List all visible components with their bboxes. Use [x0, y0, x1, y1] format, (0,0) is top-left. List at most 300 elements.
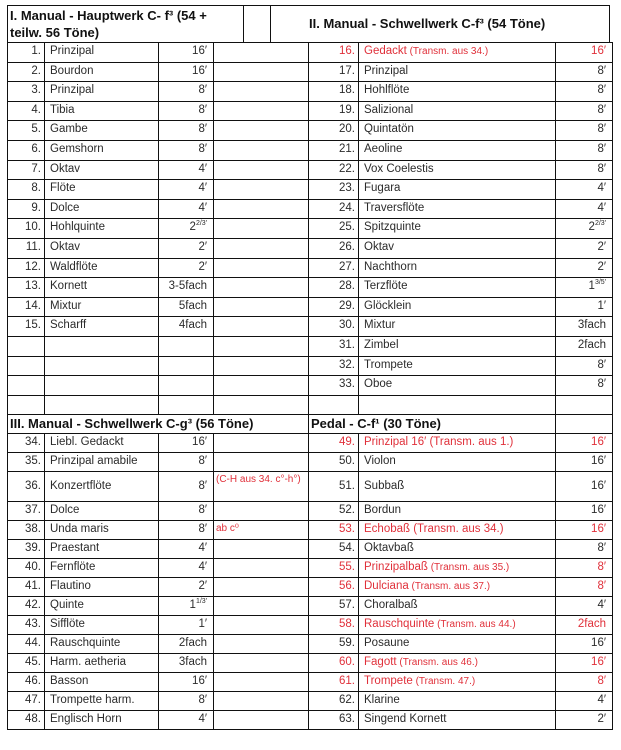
stop-remark: ab c⁰	[213, 520, 309, 540]
stop-pitch: 4′	[158, 539, 214, 559]
stop-pitch: 8′	[555, 62, 613, 82]
stop-number: 39.	[7, 539, 45, 559]
stop-remark	[213, 452, 309, 472]
empty-cell	[213, 81, 309, 102]
stop-pitch: 8′	[158, 101, 214, 121]
stop-number: 19.	[308, 101, 359, 121]
stop-name-text: Trompete	[364, 675, 413, 687]
stop-pitch: 2′	[555, 710, 613, 730]
pitch-whole: 2	[588, 221, 595, 233]
stop-remark	[213, 577, 309, 597]
empty-header-cell	[243, 5, 271, 43]
stop-name	[44, 42, 159, 63]
stop-number: 27.	[308, 258, 359, 278]
stop-pitch: 4′	[555, 179, 613, 200]
stop-pitch: 16′	[158, 62, 214, 82]
stop-pitch: 16′	[555, 42, 613, 63]
stop-name	[358, 634, 556, 654]
stop-number: 9.	[7, 199, 45, 219]
stop-number: 60.	[308, 653, 359, 673]
stop-name-text: Mixtur	[50, 300, 82, 312]
stop-number: 43.	[7, 615, 45, 635]
stop-pitch: 8′	[158, 140, 214, 161]
stop-pitch: 8′	[555, 140, 613, 161]
stop-name	[358, 539, 556, 559]
stop-name	[358, 277, 556, 298]
stop-pitch: 4′	[158, 179, 214, 200]
stop-name	[358, 710, 556, 730]
stop-number: 2.	[7, 62, 45, 82]
stop-name	[44, 433, 159, 453]
transmission-note: (Transm. 47.)	[412, 676, 476, 687]
stop-name	[358, 452, 556, 472]
stop-name	[44, 653, 159, 673]
stop-number: 48.	[7, 710, 45, 730]
stop-name-text: Zimbel	[364, 339, 399, 351]
stop-name	[44, 634, 159, 654]
stop-name-text: Vox Coelestis	[364, 163, 434, 175]
stop-name	[44, 691, 159, 711]
empty-cell	[213, 395, 309, 415]
stop-number: 18.	[308, 81, 359, 102]
stop-name	[44, 471, 159, 502]
stop-pitch: 8′	[555, 160, 613, 180]
stop-name-text: Fagott	[364, 656, 397, 668]
stop-pitch: 1′	[555, 297, 613, 317]
stop-name-text: Gemshorn	[50, 143, 104, 155]
stop-name	[358, 199, 556, 219]
stop-pitch: 2fach	[555, 336, 613, 357]
stop-number: 35.	[7, 452, 45, 472]
empty-cell	[213, 238, 309, 259]
stop-number: 8.	[7, 179, 45, 200]
stop-name	[44, 615, 159, 635]
pitch-whole: 1	[189, 599, 196, 611]
stop-pitch: 8′	[158, 452, 214, 472]
stop-name	[358, 258, 556, 278]
stop-name	[44, 258, 159, 278]
stop-name	[44, 179, 159, 200]
stop-name-text: Oboe	[364, 378, 393, 390]
stop-pitch: 2′	[158, 577, 214, 597]
stop-remark	[213, 615, 309, 635]
stop-name	[358, 433, 556, 453]
empty-cell	[213, 277, 309, 298]
stop-number: 62.	[308, 691, 359, 711]
transmission-note: (Transm. aus 35.)	[427, 562, 510, 573]
stop-name-text: Salizional	[364, 104, 414, 116]
stop-name	[358, 81, 556, 102]
stop-pitch: 16′	[555, 634, 613, 654]
stop-pitch	[158, 356, 214, 376]
empty-cell	[213, 62, 309, 82]
stop-number: 31.	[308, 336, 359, 357]
stop-name	[44, 558, 159, 578]
stop-remark	[213, 691, 309, 711]
stop-pitch: 8′	[555, 375, 613, 396]
empty-header-cell	[555, 414, 613, 434]
stop-number: 56.	[308, 577, 359, 597]
stop-name-text: Englisch Horn	[50, 713, 122, 725]
stop-name-text: Aeoline	[364, 143, 403, 155]
stop-name-text: Prinzipal amabile	[50, 455, 138, 467]
stop-name-text: Trompete	[364, 359, 413, 371]
stop-name	[44, 277, 159, 298]
stop-pitch: 4′	[158, 160, 214, 180]
stop-name-text: Nachthorn	[364, 261, 418, 273]
stop-name-text: Bourdon	[50, 65, 94, 77]
stop-name	[358, 395, 556, 415]
stop-remark	[213, 433, 309, 453]
stop-number: 7.	[7, 160, 45, 180]
stop-pitch: 2′	[555, 258, 613, 278]
stop-pitch: 4′	[555, 691, 613, 711]
transmission-note: (Transm. aus 46.)	[396, 657, 478, 668]
stop-name	[44, 520, 159, 540]
stop-number	[7, 336, 45, 357]
stop-name-text: Prinzipalbaß	[364, 561, 428, 573]
pitch-fraction: 3/5′	[594, 279, 606, 286]
stop-name-text: Dolce	[50, 504, 80, 516]
stop-pitch: 2′	[555, 238, 613, 259]
header-line: teilw. 56 Töne)	[10, 25, 100, 40]
stop-name	[358, 160, 556, 180]
stop-number: 47.	[7, 691, 45, 711]
stop-pitch: 3fach	[555, 316, 613, 337]
stop-number: 41.	[7, 577, 45, 597]
empty-cell	[213, 199, 309, 219]
stop-name	[358, 471, 556, 502]
stop-pitch: 8′	[555, 101, 613, 121]
stop-name-text: Prinzipal	[50, 45, 95, 57]
empty-cell	[213, 179, 309, 200]
stop-pitch: 8′	[555, 539, 613, 559]
stop-remark: (C-H aus 34. c°-h°)	[213, 471, 309, 502]
empty-cell	[213, 160, 309, 180]
stop-pitch: 1′	[158, 615, 214, 635]
stop-name	[358, 356, 556, 376]
stop-number: 3.	[7, 81, 45, 102]
stop-name-text: Traversflöte	[364, 202, 425, 214]
pitch-fraction: 2/3′	[594, 220, 606, 227]
stop-number: 50.	[308, 452, 359, 472]
stop-name-text: Tibia	[50, 104, 75, 116]
stop-name-text: Gambe	[50, 123, 88, 135]
stop-name	[44, 160, 159, 180]
stop-number: 26.	[308, 238, 359, 259]
stop-name	[358, 577, 556, 597]
stop-pitch: 4′	[158, 710, 214, 730]
stop-name	[358, 596, 556, 616]
stop-remark	[213, 596, 309, 616]
stop-pitch: 4′	[555, 199, 613, 219]
stop-number: 52.	[308, 501, 359, 521]
empty-cell	[213, 297, 309, 317]
stop-name-text: Oktav	[50, 163, 81, 175]
stop-name	[358, 558, 556, 578]
stop-pitch: 3fach	[158, 653, 214, 673]
empty-cell	[213, 316, 309, 337]
stop-name-text: Liebl. Gedackt	[50, 436, 124, 448]
empty-cell	[213, 375, 309, 396]
stop-number: 22.	[308, 160, 359, 180]
stop-name	[358, 42, 556, 63]
stop-pitch: 8′	[158, 120, 214, 141]
stop-name	[358, 179, 556, 200]
stop-name	[358, 375, 556, 396]
stop-name-text: Sifflöte	[50, 618, 85, 630]
stop-name-text: Terzflöte	[364, 280, 408, 292]
stop-number: 5.	[7, 120, 45, 141]
stop-name-text: Spitzquinte	[364, 221, 421, 233]
stop-pitch: 8′	[158, 471, 214, 502]
stop-name-text: Rauschquinte	[50, 637, 121, 649]
stop-name	[44, 672, 159, 692]
stop-remark	[213, 672, 309, 692]
stop-number: 55.	[308, 558, 359, 578]
stop-name-text: Violon	[364, 455, 396, 467]
stop-number: 12.	[7, 258, 45, 278]
stop-name-text: Scharff	[50, 319, 87, 331]
section-header-manual-2: II. Manual - Schwellwerk C-f³ (54 Töne)	[270, 5, 610, 43]
stop-name	[358, 336, 556, 357]
stop-name-text: Klarine	[364, 694, 400, 706]
stop-name	[44, 297, 159, 317]
stop-name-text: Quinte	[50, 599, 84, 611]
stop-number: 34.	[7, 433, 45, 453]
stop-name	[44, 356, 159, 376]
stop-pitch: 8′	[555, 356, 613, 376]
stop-number: 58.	[308, 615, 359, 635]
stop-pitch: 16′	[555, 501, 613, 521]
stop-remark	[213, 634, 309, 654]
stop-number: 59.	[308, 634, 359, 654]
stop-name	[44, 710, 159, 730]
stop-name	[44, 501, 159, 521]
stop-remark	[213, 710, 309, 730]
stop-pitch: 8′	[555, 672, 613, 692]
stop-name-text: Harm. aetheria	[50, 656, 127, 668]
stop-number: 15.	[7, 316, 45, 337]
stop-name	[358, 218, 556, 239]
stop-pitch: 4′	[158, 558, 214, 578]
stop-number: 49.	[308, 433, 359, 453]
stop-name	[358, 520, 556, 540]
stop-number: 45.	[7, 653, 45, 673]
stop-name-text: Basson	[50, 675, 89, 687]
stop-pitch: 16′	[555, 433, 613, 453]
stop-pitch: 4′	[158, 199, 214, 219]
stop-name-text: Trompette harm.	[50, 694, 135, 706]
stop-number: 32.	[308, 356, 359, 376]
stop-name-text: Flautino	[50, 580, 91, 592]
stop-number: 6.	[7, 140, 45, 161]
stop-pitch: 2fach	[555, 615, 613, 635]
stop-name-text: Glöcklein	[364, 300, 412, 312]
stop-name	[44, 101, 159, 121]
stop-pitch: 4fach	[158, 316, 214, 337]
stop-name-text: Oktav	[364, 241, 395, 253]
stop-number: 33.	[308, 375, 359, 396]
stop-name	[358, 140, 556, 161]
stop-name-text: Fernflöte	[50, 561, 96, 573]
pitch-whole: 1	[588, 280, 595, 292]
stop-pitch: 8′	[158, 520, 214, 540]
empty-cell	[213, 218, 309, 239]
stop-number: 63.	[308, 710, 359, 730]
stop-number: 14.	[7, 297, 45, 317]
transmission-note: (Transm. aus 44.)	[434, 619, 516, 630]
stop-pitch: 5fach	[158, 297, 214, 317]
stop-pitch: 8′	[555, 120, 613, 141]
stop-number: 40.	[7, 558, 45, 578]
stop-name-text: Posaune	[364, 637, 410, 649]
stop-number: 30.	[308, 316, 359, 337]
stop-number: 36.	[7, 471, 45, 502]
stop-name-text: Dulciana	[364, 580, 409, 592]
stop-name	[44, 120, 159, 141]
stop-remark	[213, 653, 309, 673]
stop-pitch: 16′	[555, 520, 613, 540]
stop-number: 11.	[7, 238, 45, 259]
stop-name	[44, 62, 159, 82]
stop-pitch	[158, 596, 214, 616]
stop-name	[44, 218, 159, 239]
empty-cell	[213, 258, 309, 278]
stop-number: 13.	[7, 277, 45, 298]
stop-name	[44, 596, 159, 616]
stop-number: 17.	[308, 62, 359, 82]
stop-name-text: Rauschquinte	[364, 618, 435, 630]
stop-pitch: 16′	[555, 452, 613, 472]
transmission-note: (Transm. aus 34.)	[406, 46, 489, 57]
stop-name-text: Gedackt	[364, 45, 407, 57]
stop-number: 37.	[7, 501, 45, 521]
stop-name	[44, 336, 159, 357]
stop-pitch: 8′	[158, 691, 214, 711]
stop-remark	[213, 501, 309, 521]
stop-number: 38.	[7, 520, 45, 540]
stop-name-text: Waldflöte	[50, 261, 98, 273]
stop-name-text: Quintatön	[364, 123, 414, 135]
stop-number	[308, 395, 359, 415]
stop-remark	[213, 539, 309, 559]
empty-cell	[213, 101, 309, 121]
pitch-fraction: 1/3′	[195, 598, 207, 605]
stop-name	[44, 577, 159, 597]
stop-number: 21.	[308, 140, 359, 161]
stop-name-text: Singend Kornett	[364, 713, 447, 725]
stop-pitch: 16′	[158, 433, 214, 453]
stop-name	[358, 316, 556, 337]
stop-name-text: Subbaß	[364, 480, 405, 492]
stop-number: 10.	[7, 218, 45, 239]
stop-pitch: 2′	[158, 238, 214, 259]
stop-number: 42.	[7, 596, 45, 616]
stop-pitch	[555, 395, 613, 415]
stop-name	[358, 615, 556, 635]
stop-number: 29.	[308, 297, 359, 317]
stop-name	[358, 691, 556, 711]
stop-name	[44, 395, 159, 415]
pitch-fraction: 2/3′	[195, 220, 207, 227]
stop-number: 61.	[308, 672, 359, 692]
stop-number: 57.	[308, 596, 359, 616]
stop-name	[358, 101, 556, 121]
stop-name-text: Kornett	[50, 280, 88, 292]
stop-pitch: 16′	[158, 672, 214, 692]
stop-pitch: 2′	[158, 258, 214, 278]
stop-pitch: 16′	[555, 471, 613, 502]
stop-name	[44, 452, 159, 472]
stop-name-text: Oktavbaß	[364, 542, 414, 554]
stop-name	[358, 672, 556, 692]
stop-name-text: Mixtur	[364, 319, 396, 331]
transmission-note: (Transm. aus 37.)	[408, 581, 491, 592]
section-header-pedal: Pedal - C-f¹ (30 Töne)	[308, 414, 556, 434]
stop-pitch: 2fach	[158, 634, 214, 654]
stop-number: 51.	[308, 471, 359, 502]
stop-name-text: Hohlflöte	[364, 84, 410, 96]
stop-name	[358, 297, 556, 317]
stop-name-text: Flöte	[50, 182, 76, 194]
stop-name-text: Hohlquinte	[50, 221, 105, 233]
stop-pitch: 8′	[158, 81, 214, 102]
stop-name-text: Konzertflöte	[50, 480, 112, 492]
stop-number: 54.	[308, 539, 359, 559]
stop-number: 53.	[308, 520, 359, 540]
stop-number: 23.	[308, 179, 359, 200]
stop-pitch: 8′	[158, 501, 214, 521]
stop-name-text: Unda maris	[50, 523, 109, 535]
stop-name	[44, 238, 159, 259]
section-header-manual-3: III. Manual - Schwellwerk C-g³ (56 Töne)	[7, 414, 309, 434]
header-line: I. Manual - Hauptwerk C- f³ (54 +	[10, 8, 207, 23]
empty-cell	[213, 356, 309, 376]
stop-number	[7, 395, 45, 415]
stop-name-text: Prinzipal	[50, 84, 95, 96]
stop-pitch: 16′	[158, 42, 214, 63]
stop-pitch: 8′	[555, 81, 613, 102]
stop-name-text: Fugara	[364, 182, 401, 194]
stop-name-text: Prinzipal	[364, 65, 409, 77]
stop-name-text: Dolce	[50, 202, 80, 214]
stop-number	[7, 356, 45, 376]
stop-name	[44, 140, 159, 161]
stop-name-text: Prinzipal 16′ (Transm. aus 1.)	[364, 436, 514, 448]
stop-number: 20.	[308, 120, 359, 141]
stop-pitch: 4′	[555, 596, 613, 616]
stop-name	[44, 199, 159, 219]
stop-name	[44, 81, 159, 102]
stop-number: 28.	[308, 277, 359, 298]
empty-cell	[213, 336, 309, 357]
stop-name-text: Praestant	[50, 542, 100, 554]
stop-pitch: 8′	[555, 577, 613, 597]
stop-name	[358, 62, 556, 82]
stop-name-text: Bordun	[364, 504, 402, 516]
stop-pitch: 8′	[555, 558, 613, 578]
stop-name	[44, 375, 159, 396]
stop-pitch: 3-5fach	[158, 277, 214, 298]
stop-number: 4.	[7, 101, 45, 121]
stop-number: 25.	[308, 218, 359, 239]
empty-cell	[213, 120, 309, 141]
stop-name	[358, 238, 556, 259]
pitch-whole: 2	[189, 221, 196, 233]
stop-pitch	[158, 375, 214, 396]
stop-name	[358, 653, 556, 673]
